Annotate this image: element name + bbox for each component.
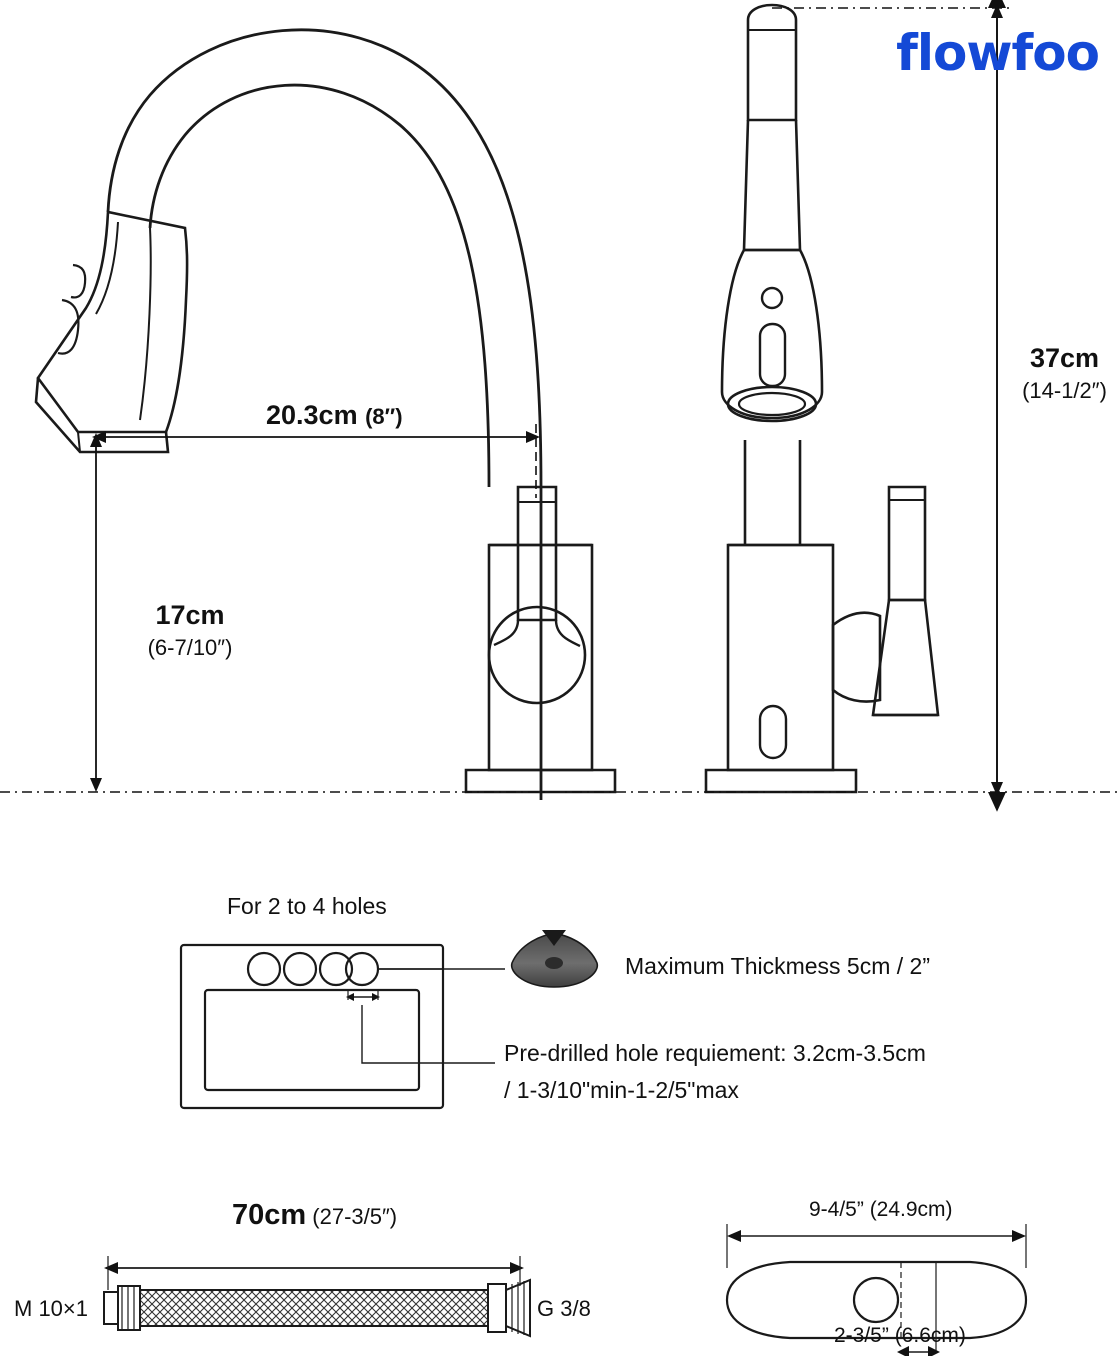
predrill-note-line2: / 1-3/10"min-1-2/5"max [504,1076,739,1103]
total-height-imperial: (14-1/2″) [1022,378,1107,404]
supply-hose-diagram [104,1256,530,1336]
hose-length-imperial: (27-3/5″) [312,1204,398,1229]
total-height-dimension-label [1012,340,1117,406]
plate-width-label: 9-4/5” (24.9cm) [809,1198,953,1221]
hose-left-thread-label: M 10×1 [14,1296,88,1321]
spout-height-dimension-label [110,597,270,663]
max-thickness-icon [512,930,598,987]
reach-metric: 20.3cm [266,400,358,430]
dimension-lines-top [0,4,1117,796]
reach-imperial: (8″) [365,404,403,429]
predrill-note-label [504,1035,926,1109]
max-thickness-label: Maximum Thickmess 5cm / 2” [625,953,931,979]
predrill-note-line1: Pre-drilled hole requiement: 3.2cm-3.5cm [504,1040,926,1066]
faucet-front-view [706,5,938,792]
total-height-metric: 37cm [1029,343,1100,373]
spout-height-metric: 17cm [155,600,225,630]
reach-dimension-label [266,397,403,433]
hose-length-label [232,1196,397,1235]
holes-note-label: For 2 to 4 holes [227,893,387,919]
spout-height-imperial: (6-7/10″) [147,635,233,661]
hose-length-metric: 70cm [232,1199,307,1231]
hose-right-thread-label: G 3/8 [537,1296,591,1321]
brand-logo: flowfoo [896,24,1099,82]
plate-depth-label: 2-3/5” (6.6cm) [834,1324,966,1347]
sink-hole-diagram [181,945,505,1108]
